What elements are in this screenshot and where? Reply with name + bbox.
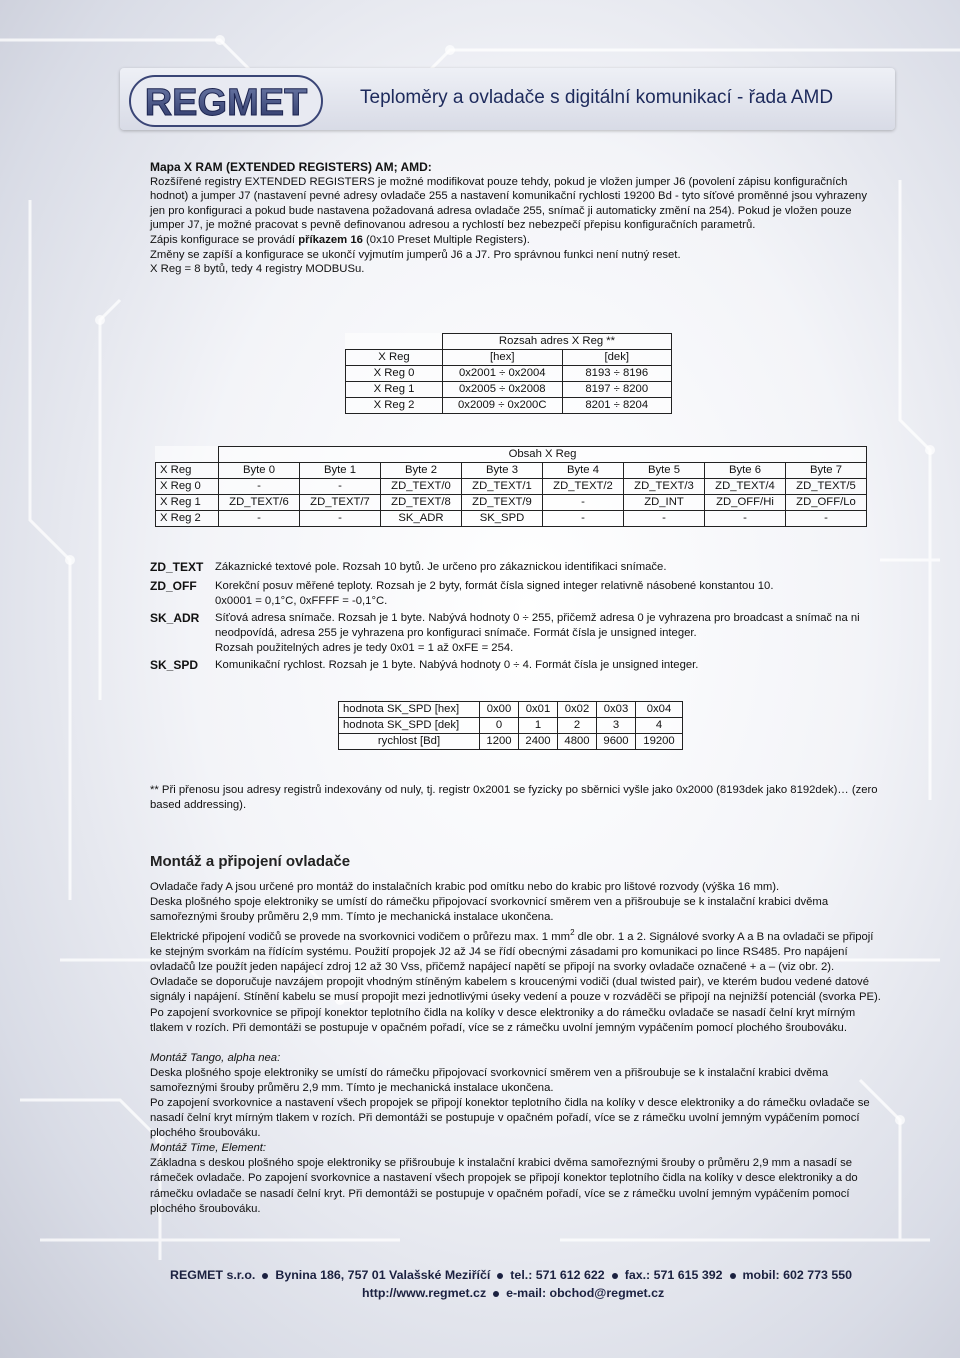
table-cell: 0 — [480, 718, 519, 734]
definition-desc: Komunikační rychlost. Rozsah je 1 byte. Nabývá hodnoty 0 ÷ 4. Formát čísla je unsigned integer. — [215, 659, 699, 671]
table-row — [156, 479, 867, 495]
intro-section — [150, 160, 885, 277]
regmet-logo — [128, 70, 328, 132]
definition-desc: Zákaznické textové pole. Rozsah 10 bytů. Je určeno pro zákaznickou identifikaci snímače. — [215, 561, 667, 573]
paragraph: Základna s deskou plošného spoje elektroniky se přišroubuje k instalační krabici dvěma samořeznými šrouby o průměru 2,9 mm a nasadí se rámeček ovladače. Po zapojení svorkovnice a nastavení všech propojek se připojí konektor teplotního čidla na kolíky v desce elektroniky a do rámečku ovladače se nasadí čelní kryt. Při demontáži se postupuje v opačném pořadí, více se z rámečku uvolní jemným vypáčením pomocí plochého šroubováku. — [150, 1157, 858, 1215]
footer-email-link[interactable]: e-mail: obchod@regmet.cz — [506, 1286, 665, 1300]
table-cell: 2400 — [519, 734, 558, 750]
intro-paragraph: Rozšířené registry EXTENDED REGISTERS je možné modifikovat pouze tehdy, pokud je vložen jumper J6 (povolení zápisu konfiguračních hodnot) a jumper J7 (nastavení pevné adresy ovladače 255 a nastavení komunikační rychlosti 19200 Bd - tyto síťové proměnné jsou vyhrazeny jen pro konfiguraci a pokud bude nastavena požadovaná adresa ovladače 255, snímač ji automaticky změní na 254). Pokud je vložen pouze jumper J7, je možné pracovat s pevně definovanou adresou a rychlostí bez nebezpečí přepisu konfiguračních parametrů. — [150, 175, 867, 232]
table-cell: 4 — [636, 718, 683, 734]
column-header: X Reg — [156, 463, 219, 479]
mounting-section — [150, 853, 885, 1217]
subheading: Montáž Tango, alpha nea: — [150, 1051, 281, 1064]
column-header: Byte 7 — [786, 463, 867, 479]
table-cell: 0x2005 ÷ 0x2008 — [443, 382, 563, 398]
address-range-table — [345, 333, 672, 414]
table-cell: 4800 — [558, 734, 597, 750]
footer-line — [170, 1268, 852, 1282]
intro-command-bold: příkazem 16 — [298, 233, 363, 246]
definition-item — [150, 560, 890, 575]
table-row — [346, 366, 672, 382]
table-cell: ZD_TEXT/4 — [705, 479, 786, 495]
table-cell: - — [543, 511, 624, 527]
definition-desc-line: Korekční posuv měřené teploty. Rozsah je 2 byty, formát čísla signed integer relativně násobené konstantou 10. — [215, 580, 774, 592]
footer-web-link[interactable]: http://www.regmet.cz — [362, 1286, 487, 1300]
intro-command-suffix: (0x10 Preset Multiple Registers). — [362, 233, 530, 246]
table-cell: 0x2009 ÷ 0x200C — [443, 398, 563, 414]
table-cell — [156, 447, 219, 463]
table-row — [346, 398, 672, 414]
table-header-row — [346, 350, 672, 366]
definition-term: ZD_OFF — [150, 579, 197, 593]
table-row — [339, 702, 683, 718]
paragraph-text: dle obr. 1 a 2. Signálové svorky A a B na ovladači se připojí ke stejným svorkám na řídícím systému. Použití propojek J2 až J4 se řídí obecnými zásadami pro komunikaci po lince RS485. Pro napájení ovladačů lze použít jeden napájecí zdroj 12 až 30 Vss, přičemž napájecí napětí se připojí na svorky ovladače označené + a – (viz obr. 2). Ovladače se doporučuje navzájem propojit vhodným stíněným kabelem s kroucenými vodiči (dual twisted pair), ve kterém budou vedené datové signály i napájení. Stínění kabelu se musí propojit mezi jednotlivými úseky vedení a pouze v rozváděči se připojí na nejnižší potenciál (svorka PE). — [150, 931, 881, 1004]
definition-desc — [215, 611, 890, 656]
column-header: Byte 2 — [381, 463, 462, 479]
definition-desc-line: 0x0001 = 0,1°C, 0xFFFF = -0,1°C. — [215, 595, 388, 607]
table-row — [156, 495, 867, 511]
page-title: Teploměry a ovladače s digitální komunikací - řada AMD — [360, 87, 834, 108]
table-cell: 2 — [558, 718, 597, 734]
bullet-icon — [612, 1273, 618, 1279]
definition-desc-line: Rozsah použitelných adres je tedy 0x01 = 1 až 0xFE = 254. — [215, 642, 514, 654]
footer-mobil: mobil: 602 773 550 — [742, 1268, 853, 1282]
table-cell: ZD_OFF/Lo — [786, 495, 867, 511]
definition-term: SK_ADR — [150, 611, 200, 625]
column-header: Byte 1 — [300, 463, 381, 479]
footer-fax: fax.: 571 615 392 — [624, 1268, 723, 1282]
superscript: 2 — [570, 928, 575, 938]
table-cell: ZD_TEXT/6 — [219, 495, 300, 511]
table-cell: - — [543, 495, 624, 511]
table-cell: ZD_TEXT/7 — [300, 495, 381, 511]
table-cell: ZD_TEXT/2 — [543, 479, 624, 495]
table-cell: SK_SPD — [462, 511, 543, 527]
svg-text:REGMET: REGMET — [144, 82, 308, 124]
table-cell: SK_ADR — [381, 511, 462, 527]
table-cell: - — [219, 511, 300, 527]
table-cell: 8201 ÷ 8204 — [562, 398, 671, 414]
table-cell: rychlost [Bd] — [339, 734, 480, 750]
table-cell: ZD_TEXT/9 — [462, 495, 543, 511]
speed-table — [338, 701, 683, 750]
definition-term: SK_SPD — [150, 658, 199, 672]
table-cell: ZD_TEXT/1 — [462, 479, 543, 495]
table-row — [339, 734, 683, 750]
table-caption: Rozsah adres X Reg ** — [443, 334, 672, 350]
table-caption: Obsah X Reg — [219, 447, 867, 463]
definition-term: ZD_TEXT — [150, 560, 204, 574]
table-cell: X Reg 2 — [346, 398, 443, 414]
bullet-icon — [497, 1273, 503, 1279]
table-cell: 0x02 — [558, 702, 597, 718]
column-header: X Reg — [346, 350, 443, 366]
column-header: [dek] — [562, 350, 671, 366]
footer-line — [362, 1286, 664, 1300]
table-cell: 0x00 — [480, 702, 519, 718]
column-header: Byte 0 — [219, 463, 300, 479]
table-cell: 1 — [519, 718, 558, 734]
column-header: Byte 5 — [624, 463, 705, 479]
paragraph: Po zapojení svorkovnice a nastavení všech propojek se připojí konektor teplotního čidla na kolíky v desce elektroniky a do rámečku ovladače se nasadí čelní kryt mírným tlakem v rozích. Při demontáži se postupuje v opačném pořadí, více se z rámečku uvolní jemným vypáčením pomocí plochého šroubováku. — [150, 1096, 870, 1140]
table-row — [156, 511, 867, 527]
table-header-row — [156, 463, 867, 479]
table-cell: 0x03 — [597, 702, 636, 718]
definition-item — [150, 658, 890, 673]
table-row — [346, 382, 672, 398]
table-cell: 19200 — [636, 734, 683, 750]
table-cell: X Reg 0 — [156, 479, 219, 495]
table-cell: - — [300, 479, 381, 495]
paragraph: Po zapojení svorkovnice se připojí konektor teplotního čidla na kolíky v desce elektroniky a do rámečku ovladače se nasadí čelní kryt mírným tlakem v rozích. Při demontáži se postupuje v opačném pořadí, více se z rámečku uvolní jemným vypáčením pomocí plochého šroubováku. — [150, 1006, 856, 1034]
table-cell: X Reg 1 — [156, 495, 219, 511]
table-cell: 0x2001 ÷ 0x2004 — [443, 366, 563, 382]
table-cell: 0x04 — [636, 702, 683, 718]
definition-item — [150, 579, 890, 609]
table-cell: - — [705, 511, 786, 527]
subheading: Montáž Time, Element: — [150, 1142, 267, 1155]
paragraph: Deska plošného spoje elektroniky se umístí do rámečku připojovací svorkovnicí směrem ven a přišroubuje se k instalační krabici dvěma samořeznými šrouby průměru 2,9 mm. Tímto je mechanická instalace ukončena. — [150, 896, 829, 924]
table-cell: hodnota SK_SPD [dek] — [339, 718, 480, 734]
table-cell: X Reg 2 — [156, 511, 219, 527]
table-cell: X Reg 0 — [346, 366, 443, 382]
section-heading: Montáž a připojení ovladače — [150, 853, 351, 870]
table-cell: ZD_TEXT/8 — [381, 495, 462, 511]
table-row — [339, 718, 683, 734]
table-cell: ZD_TEXT/3 — [624, 479, 705, 495]
intro-heading: Mapa X RAM (EXTENDED REGISTERS) AM; AMD: — [150, 160, 432, 174]
intro-changes-line: Změny se zapíší a konfigurace se ukončí vyjmutím jumperů J6 a J7. Pro správnou funkci není nutný reset. — [150, 248, 681, 261]
footer-address: Bynina 186, 757 01 Valašské Meziříčí — [275, 1268, 491, 1282]
table-cell: ZD_TEXT/0 — [381, 479, 462, 495]
bullet-icon — [493, 1291, 499, 1297]
paragraph-text: Elektrické připojení vodičů se provede na svorkovnici vodičem o průřezu max. 1 mm — [150, 931, 571, 944]
xreg-content-table — [155, 446, 867, 527]
definition-item — [150, 611, 890, 656]
table-cell — [346, 334, 443, 350]
footer-tel: tel.: 571 612 622 — [510, 1268, 605, 1282]
intro-xreg-line: X Reg = 8 bytů, tedy 4 registry MODBUSu. — [150, 263, 365, 276]
table-cell: 8197 ÷ 8200 — [562, 382, 671, 398]
definition-desc-line: Síťová adresa snímače. Rozsah je 1 byte. Nabývá hodnoty 0 ÷ 255, přičemž adresa 0 je vyhrazena pro broadcast a snímač na ni neodpovídá, adresa 255 je vyhrazena pro konfiguraci snímače. Formát čísla je unsigned integer. — [215, 612, 860, 639]
column-header: [hex] — [443, 350, 563, 366]
table-cell: ZD_INT — [624, 495, 705, 511]
table-cell: 1200 — [480, 734, 519, 750]
column-header: Byte 4 — [543, 463, 624, 479]
table-cell: X Reg 1 — [346, 382, 443, 398]
paragraph — [150, 925, 885, 1005]
footer-company: REGMET s.r.o. — [170, 1268, 256, 1282]
paragraph: Deska plošného spoje elektroniky se umístí do rámečku připojovací svorkovnicí směrem ven a přišroubuje se k instalační krabici dvěma samořeznými šrouby průměru 2,9 mm. Tímto je mechanická instalace ukončena. — [150, 1066, 829, 1094]
column-header: Byte 6 — [705, 463, 786, 479]
bullet-icon — [730, 1273, 736, 1279]
table-cell: - — [219, 479, 300, 495]
bullet-icon — [262, 1273, 268, 1279]
intro-command-text: Zápis konfigurace se provádí — [150, 233, 299, 246]
table-cell: ZD_OFF/Hi — [705, 495, 786, 511]
intro-command-line — [150, 233, 885, 248]
table-cell: 8193 ÷ 8196 — [562, 366, 671, 382]
footnote: ** Při přenosu jsou adresy registrů indexovány od nuly, tj. registr 0x2001 se fyzicky po sběrnici vyšle jako 0x2000 (8193dek jako 8192dek)… (zero based addressing). — [150, 784, 878, 811]
paragraph: Ovladače řady A jsou určené pro montáž do instalačních krabic pod omítku nebo do krabic pro lištové rozvody (výška 16 mm). — [150, 881, 780, 893]
table-cell: - — [786, 511, 867, 527]
table-cell: ZD_TEXT/5 — [786, 479, 867, 495]
table-cell: - — [624, 511, 705, 527]
definition-desc — [215, 579, 890, 609]
table-cell: 9600 — [597, 734, 636, 750]
table-cell: 0x01 — [519, 702, 558, 718]
definitions-list — [150, 560, 890, 673]
table-cell: 3 — [597, 718, 636, 734]
table-cell: - — [300, 511, 381, 527]
table-cell: hodnota SK_SPD [hex] — [339, 702, 480, 718]
column-header: Byte 3 — [462, 463, 543, 479]
